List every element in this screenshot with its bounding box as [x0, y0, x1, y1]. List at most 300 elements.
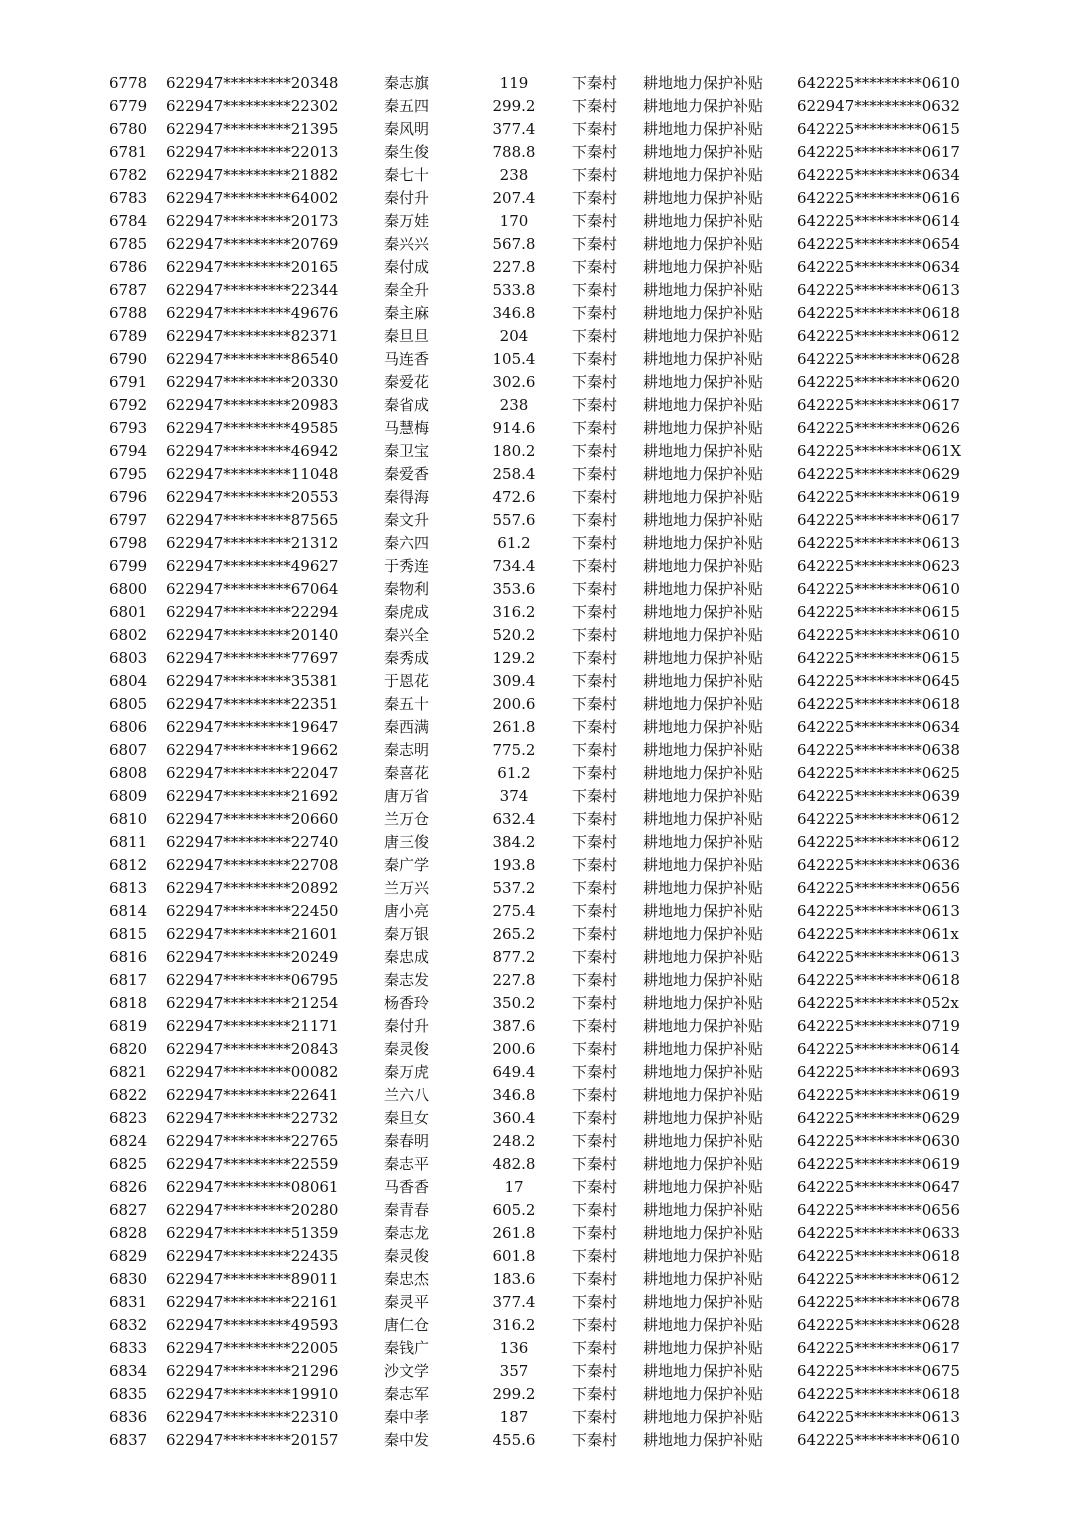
recipient-name: 秦兴全: [384, 626, 430, 644]
subsidy-amount: 187: [499, 1408, 529, 1426]
recipient-name: 秦七十: [384, 166, 430, 184]
table-row: [0, 1429, 1074, 1452]
recipient-name: 秦志平: [384, 1155, 430, 1173]
recipient-name: 秦志明: [384, 741, 430, 759]
row-number: 6789: [109, 327, 148, 345]
row-number: 6810: [109, 810, 148, 828]
row-number: 6806: [109, 718, 148, 736]
subsidy-amount: 119: [499, 74, 529, 92]
village-name: 下秦村: [572, 350, 618, 368]
row-number: 6812: [109, 856, 148, 874]
row-number: 6792: [109, 396, 148, 414]
id-number: 642225*********0620: [797, 373, 960, 391]
recipient-name: 秦省成: [384, 396, 430, 414]
account-number: 622947*********20843: [166, 1040, 339, 1058]
row-number: 6819: [109, 1017, 148, 1035]
id-number: 642225*********0675: [797, 1362, 960, 1380]
row-number: 6791: [109, 373, 148, 391]
village-name: 下秦村: [572, 189, 618, 207]
row-number: 6826: [109, 1178, 148, 1196]
village-name: 下秦村: [572, 948, 618, 966]
subsidy-amount: 129.2: [492, 649, 536, 667]
subsidy-amount: 238: [499, 166, 529, 184]
row-number: 6805: [109, 695, 148, 713]
row-number: 6801: [109, 603, 148, 621]
id-number: 642225*********0656: [797, 1201, 960, 1219]
subsidy-amount: 316.2: [492, 603, 536, 621]
village-name: 下秦村: [572, 1293, 618, 1311]
subsidy-amount: 357: [499, 1362, 529, 1380]
account-number: 622947*********20280: [166, 1201, 339, 1219]
id-number: 642225*********0610: [797, 580, 960, 598]
subsidy-amount: 605.2: [492, 1201, 536, 1219]
recipient-name: 秦旦旦: [384, 327, 430, 345]
id-number: 642225*********0638: [797, 741, 960, 759]
subsidy-type: 耕地地力保护补贴: [643, 695, 764, 713]
subsidy-type: 耕地地力保护补贴: [643, 1201, 764, 1219]
subsidy-amount: 914.6: [492, 419, 536, 437]
table-row: [0, 1406, 1074, 1429]
subsidy-type: 耕地地力保护补贴: [643, 902, 764, 920]
row-number: 6795: [109, 465, 148, 483]
subsidy-amount: 734.4: [492, 557, 536, 575]
table-row: [0, 233, 1074, 256]
subsidy-type: 耕地地力保护补贴: [643, 1270, 764, 1288]
id-number: 642225*********061x: [797, 925, 959, 943]
recipient-name: 秦兴兴: [384, 235, 430, 253]
account-number: 622947*********21296: [166, 1362, 339, 1380]
subsidy-amount: 183.6: [492, 1270, 536, 1288]
table-row: [0, 417, 1074, 440]
row-number: 6829: [109, 1247, 148, 1265]
table-row: [0, 923, 1074, 946]
subsidy-type: 耕地地力保护补贴: [643, 1155, 764, 1173]
subsidy-type: 耕地地力保护补贴: [643, 1132, 764, 1150]
row-number: 6793: [109, 419, 148, 437]
subsidy-amount: 649.4: [492, 1063, 536, 1081]
recipient-name: 秦灵俊: [384, 1040, 430, 1058]
row-number: 6831: [109, 1293, 148, 1311]
village-name: 下秦村: [572, 833, 618, 851]
id-number: 642225*********0615: [797, 603, 960, 621]
recipient-name: 马连香: [384, 350, 430, 368]
village-name: 下秦村: [572, 1017, 618, 1035]
village-name: 下秦村: [572, 166, 618, 184]
subsidy-type: 耕地地力保护补贴: [643, 373, 764, 391]
account-number: 622947*********22013: [166, 143, 339, 161]
subsidy-type: 耕地地力保护补贴: [643, 396, 764, 414]
table-row: [0, 1314, 1074, 1337]
recipient-name: 秦爱花: [384, 373, 430, 391]
subsidy-amount: 299.2: [492, 97, 536, 115]
id-number: 642225*********0617: [797, 1339, 960, 1357]
row-number: 6823: [109, 1109, 148, 1127]
table-row: [0, 1291, 1074, 1314]
subsidy-type: 耕地地力保护补贴: [643, 810, 764, 828]
recipient-name: 兰六八: [384, 1086, 430, 1104]
recipient-name: 秦中孝: [384, 1408, 430, 1426]
subsidy-amount: 377.4: [492, 1293, 536, 1311]
subsidy-amount: 248.2: [492, 1132, 536, 1150]
table-row: [0, 1061, 1074, 1084]
row-number: 6813: [109, 879, 148, 897]
id-number: 642225*********0678: [797, 1293, 960, 1311]
row-number: 6782: [109, 166, 148, 184]
subsidy-type: 耕地地力保护补贴: [643, 74, 764, 92]
subsidy-amount: 261.8: [492, 718, 536, 736]
id-number: 642225*********0615: [797, 120, 960, 138]
account-number: 622947*********06795: [166, 971, 339, 989]
village-name: 下秦村: [572, 511, 618, 529]
id-number: 642225*********0610: [797, 626, 960, 644]
recipient-name: 秦旦女: [384, 1109, 430, 1127]
recipient-name: 秦生俊: [384, 143, 430, 161]
account-number: 622947*********49585: [166, 419, 339, 437]
row-number: 6809: [109, 787, 148, 805]
village-name: 下秦村: [572, 74, 618, 92]
id-number: 642225*********0656: [797, 879, 960, 897]
table-row: [0, 670, 1074, 693]
subsidy-amount: 61.2: [497, 534, 531, 552]
account-number: 622947*********20140: [166, 626, 339, 644]
row-number: 6800: [109, 580, 148, 598]
id-number: 642225*********0619: [797, 1086, 960, 1104]
village-name: 下秦村: [572, 856, 618, 874]
row-number: 6794: [109, 442, 148, 460]
village-name: 下秦村: [572, 120, 618, 138]
subsidy-amount: 360.4: [492, 1109, 536, 1127]
table-row: [0, 785, 1074, 808]
row-number: 6788: [109, 304, 148, 322]
village-name: 下秦村: [572, 603, 618, 621]
account-number: 622947*********77697: [166, 649, 339, 667]
table-row: [0, 325, 1074, 348]
table-row: [0, 555, 1074, 578]
row-number: 6814: [109, 902, 148, 920]
village-name: 下秦村: [572, 419, 618, 437]
table-row: [0, 141, 1074, 164]
village-name: 下秦村: [572, 1385, 618, 1403]
subsidy-type: 耕地地力保护补贴: [643, 925, 764, 943]
subsidy-type: 耕地地力保护补贴: [643, 649, 764, 667]
subsidy-type: 耕地地力保护补贴: [643, 166, 764, 184]
subsidy-type: 耕地地力保护补贴: [643, 1109, 764, 1127]
id-number: 642225*********0613: [797, 1408, 960, 1426]
village-name: 下秦村: [572, 787, 618, 805]
table-row: [0, 394, 1074, 417]
account-number: 622947*********21692: [166, 787, 339, 805]
account-number: 622947*********22641: [166, 1086, 339, 1104]
recipient-name: 秦万娃: [384, 212, 430, 230]
village-name: 下秦村: [572, 442, 618, 460]
village-name: 下秦村: [572, 626, 618, 644]
table-row: [0, 118, 1074, 141]
subsidy-amount: 775.2: [492, 741, 536, 759]
id-number: 642225*********0719: [797, 1017, 960, 1035]
row-number: 6833: [109, 1339, 148, 1357]
id-number: 642225*********0618: [797, 971, 960, 989]
id-number: 642225*********0612: [797, 810, 960, 828]
row-number: 6816: [109, 948, 148, 966]
table-row: [0, 578, 1074, 601]
id-number: 642225*********0614: [797, 212, 960, 230]
account-number: 622947*********20892: [166, 879, 339, 897]
id-number: 642225*********0647: [797, 1178, 960, 1196]
village-name: 下秦村: [572, 1431, 618, 1449]
village-name: 下秦村: [572, 1339, 618, 1357]
recipient-name: 秦西满: [384, 718, 430, 736]
recipient-name: 秦五十: [384, 695, 430, 713]
village-name: 下秦村: [572, 971, 618, 989]
subsidy-amount: 346.8: [492, 1086, 536, 1104]
subsidy-type: 耕地地力保护补贴: [643, 1431, 764, 1449]
village-name: 下秦村: [572, 902, 618, 920]
id-number: 642225*********0623: [797, 557, 960, 575]
row-number: 6804: [109, 672, 148, 690]
account-number: 622947*********35381: [166, 672, 339, 690]
id-number: 642225*********0629: [797, 1109, 960, 1127]
subsidy-type: 耕地地力保护补贴: [643, 718, 764, 736]
subsidy-amount: 61.2: [497, 764, 531, 782]
row-number: 6799: [109, 557, 148, 575]
recipient-name: 秦志旗: [384, 74, 430, 92]
table-row: [0, 831, 1074, 854]
id-number: 642225*********0639: [797, 787, 960, 805]
table-row: [0, 693, 1074, 716]
id-number: 642225*********0619: [797, 1155, 960, 1173]
account-number: 622947*********20157: [166, 1431, 339, 1449]
row-number: 6798: [109, 534, 148, 552]
recipient-name: 秦忠成: [384, 948, 430, 966]
row-number: 6818: [109, 994, 148, 1012]
account-number: 622947*********21254: [166, 994, 339, 1012]
table-row: [0, 95, 1074, 118]
account-number: 622947*********82371: [166, 327, 339, 345]
village-name: 下秦村: [572, 1408, 618, 1426]
village-name: 下秦村: [572, 143, 618, 161]
table-row: [0, 992, 1074, 1015]
account-number: 622947*********19662: [166, 741, 339, 759]
recipient-name: 唐小亮: [384, 902, 430, 920]
village-name: 下秦村: [572, 1086, 618, 1104]
village-name: 下秦村: [572, 764, 618, 782]
table-row: [0, 1015, 1074, 1038]
subsidy-amount: 350.2: [492, 994, 536, 1012]
id-number: 642225*********0618: [797, 695, 960, 713]
table-row: [0, 440, 1074, 463]
account-number: 622947*********87565: [166, 511, 339, 529]
subsidy-type: 耕地地力保护补贴: [643, 327, 764, 345]
village-name: 下秦村: [572, 1224, 618, 1242]
subsidy-type: 耕地地力保护补贴: [643, 281, 764, 299]
village-name: 下秦村: [572, 741, 618, 759]
id-number: 642225*********0613: [797, 902, 960, 920]
village-name: 下秦村: [572, 373, 618, 391]
subsidy-type: 耕地地力保护补贴: [643, 97, 764, 115]
village-name: 下秦村: [572, 327, 618, 345]
subsidy-amount: 17: [504, 1178, 524, 1196]
subsidy-amount: 557.6: [492, 511, 536, 529]
recipient-name: 秦付升: [384, 189, 430, 207]
account-number: 622947*********46942: [166, 442, 339, 460]
table-row: [0, 256, 1074, 279]
id-number: 642225*********0625: [797, 764, 960, 782]
subsidy-amount: 632.4: [492, 810, 536, 828]
row-number: 6832: [109, 1316, 148, 1334]
subsidy-type: 耕地地力保护补贴: [643, 511, 764, 529]
recipient-name: 秦春明: [384, 1132, 430, 1150]
row-number: 6828: [109, 1224, 148, 1242]
table-row: [0, 624, 1074, 647]
subsidy-type: 耕地地力保护补贴: [643, 580, 764, 598]
recipient-name: 唐仁仓: [384, 1316, 430, 1334]
village-name: 下秦村: [572, 281, 618, 299]
subsidy-type: 耕地地力保护补贴: [643, 465, 764, 483]
subsidy-type: 耕地地力保护补贴: [643, 1063, 764, 1081]
table-row: [0, 1130, 1074, 1153]
table-row: [0, 279, 1074, 302]
table-row: [0, 762, 1074, 785]
account-number: 622947*********22161: [166, 1293, 339, 1311]
account-number: 622947*********20983: [166, 396, 339, 414]
id-number: 642225*********0614: [797, 1040, 960, 1058]
table-row: [0, 187, 1074, 210]
row-number: 6815: [109, 925, 148, 943]
row-number: 6803: [109, 649, 148, 667]
account-number: 622947*********22450: [166, 902, 339, 920]
account-number: 622947*********22302: [166, 97, 339, 115]
subsidy-amount: 265.2: [492, 925, 536, 943]
row-number: 6781: [109, 143, 148, 161]
row-number: 6783: [109, 189, 148, 207]
recipient-name: 秦卫宝: [384, 442, 430, 460]
id-number: 642225*********0613: [797, 948, 960, 966]
recipient-name: 秦灵平: [384, 1293, 430, 1311]
id-number: 622947*********0632: [797, 97, 960, 115]
village-name: 下秦村: [572, 649, 618, 667]
recipient-name: 秦忠杰: [384, 1270, 430, 1288]
village-name: 下秦村: [572, 994, 618, 1012]
table-row: [0, 1222, 1074, 1245]
id-number: 642225*********0612: [797, 1270, 960, 1288]
row-number: 6821: [109, 1063, 148, 1081]
table-row: [0, 210, 1074, 233]
village-name: 下秦村: [572, 465, 618, 483]
village-name: 下秦村: [572, 1155, 618, 1173]
account-number: 622947*********51359: [166, 1224, 339, 1242]
village-name: 下秦村: [572, 97, 618, 115]
subsidy-type: 耕地地力保护补贴: [643, 1385, 764, 1403]
table-row: [0, 72, 1074, 95]
row-number: 6834: [109, 1362, 148, 1380]
subsidy-type: 耕地地力保护补贴: [643, 442, 764, 460]
account-number: 622947*********22294: [166, 603, 339, 621]
subsidy-amount: 537.2: [492, 879, 536, 897]
id-number: 642225*********0613: [797, 534, 960, 552]
row-number: 6836: [109, 1408, 148, 1426]
account-number: 622947*********19647: [166, 718, 339, 736]
recipient-name: 秦万虎: [384, 1063, 430, 1081]
account-number: 622947*********22559: [166, 1155, 339, 1173]
row-number: 6830: [109, 1270, 148, 1288]
village-name: 下秦村: [572, 258, 618, 276]
village-name: 下秦村: [572, 1040, 618, 1058]
subsidy-type: 耕地地力保护补贴: [643, 304, 764, 322]
id-number: 642225*********0634: [797, 258, 960, 276]
table-row: [0, 1084, 1074, 1107]
account-number: 622947*********49676: [166, 304, 339, 322]
recipient-name: 沙文学: [384, 1362, 430, 1380]
account-number: 622947*********49627: [166, 557, 339, 575]
recipient-name: 秦爱香: [384, 465, 430, 483]
id-number: 642225*********052x: [797, 994, 959, 1012]
recipient-name: 秦青春: [384, 1201, 430, 1219]
subsidy-amount: 877.2: [492, 948, 536, 966]
subsidy-type: 耕地地力保护补贴: [643, 971, 764, 989]
account-number: 622947*********22310: [166, 1408, 339, 1426]
account-number: 622947*********20249: [166, 948, 339, 966]
table-row: [0, 854, 1074, 877]
id-number: 642225*********0618: [797, 304, 960, 322]
recipient-name: 秦主麻: [384, 304, 430, 322]
subsidy-type: 耕地地力保护补贴: [643, 212, 764, 230]
village-name: 下秦村: [572, 235, 618, 253]
account-number: 622947*********86540: [166, 350, 339, 368]
recipient-name: 秦广学: [384, 856, 430, 874]
subsidy-type: 耕地地力保护补贴: [643, 1178, 764, 1196]
table-row: [0, 302, 1074, 325]
id-number: 642225*********0612: [797, 833, 960, 851]
id-number: 642225*********0616: [797, 189, 960, 207]
row-number: 6811: [109, 833, 148, 851]
subsidy-amount: 387.6: [492, 1017, 536, 1035]
id-number: 642225*********0636: [797, 856, 960, 874]
village-name: 下秦村: [572, 672, 618, 690]
row-number: 6822: [109, 1086, 148, 1104]
village-name: 下秦村: [572, 580, 618, 598]
subsidy-type: 耕地地力保护补贴: [643, 189, 764, 207]
account-number: 622947*********22740: [166, 833, 339, 851]
table-row: [0, 900, 1074, 923]
id-number: 642225*********0630: [797, 1132, 960, 1150]
row-number: 6802: [109, 626, 148, 644]
subsidy-amount: 384.2: [492, 833, 536, 851]
table-row: [0, 647, 1074, 670]
subsidy-amount: 200.6: [492, 695, 536, 713]
village-name: 下秦村: [572, 488, 618, 506]
village-name: 下秦村: [572, 879, 618, 897]
subsidy-amount: 136: [499, 1339, 529, 1357]
subsidy-amount: 601.8: [492, 1247, 536, 1265]
village-name: 下秦村: [572, 695, 618, 713]
recipient-name: 秦万银: [384, 925, 430, 943]
subsidy-type: 耕地地力保护补贴: [643, 143, 764, 161]
subsidy-amount: 193.8: [492, 856, 536, 874]
account-number: 622947*********20173: [166, 212, 339, 230]
row-number: 6790: [109, 350, 148, 368]
subsidy-amount: 105.4: [492, 350, 536, 368]
subsidy-type: 耕地地力保护补贴: [643, 764, 764, 782]
table-row: [0, 509, 1074, 532]
id-number: 642225*********0617: [797, 143, 960, 161]
recipient-name: 秦秀成: [384, 649, 430, 667]
subsidy-amount: 316.2: [492, 1316, 536, 1334]
row-number: 6835: [109, 1385, 148, 1403]
recipient-name: 于恩花: [384, 672, 430, 690]
table-row: [0, 1107, 1074, 1130]
id-number: 642225*********0629: [797, 465, 960, 483]
account-number: 622947*********22435: [166, 1247, 339, 1265]
